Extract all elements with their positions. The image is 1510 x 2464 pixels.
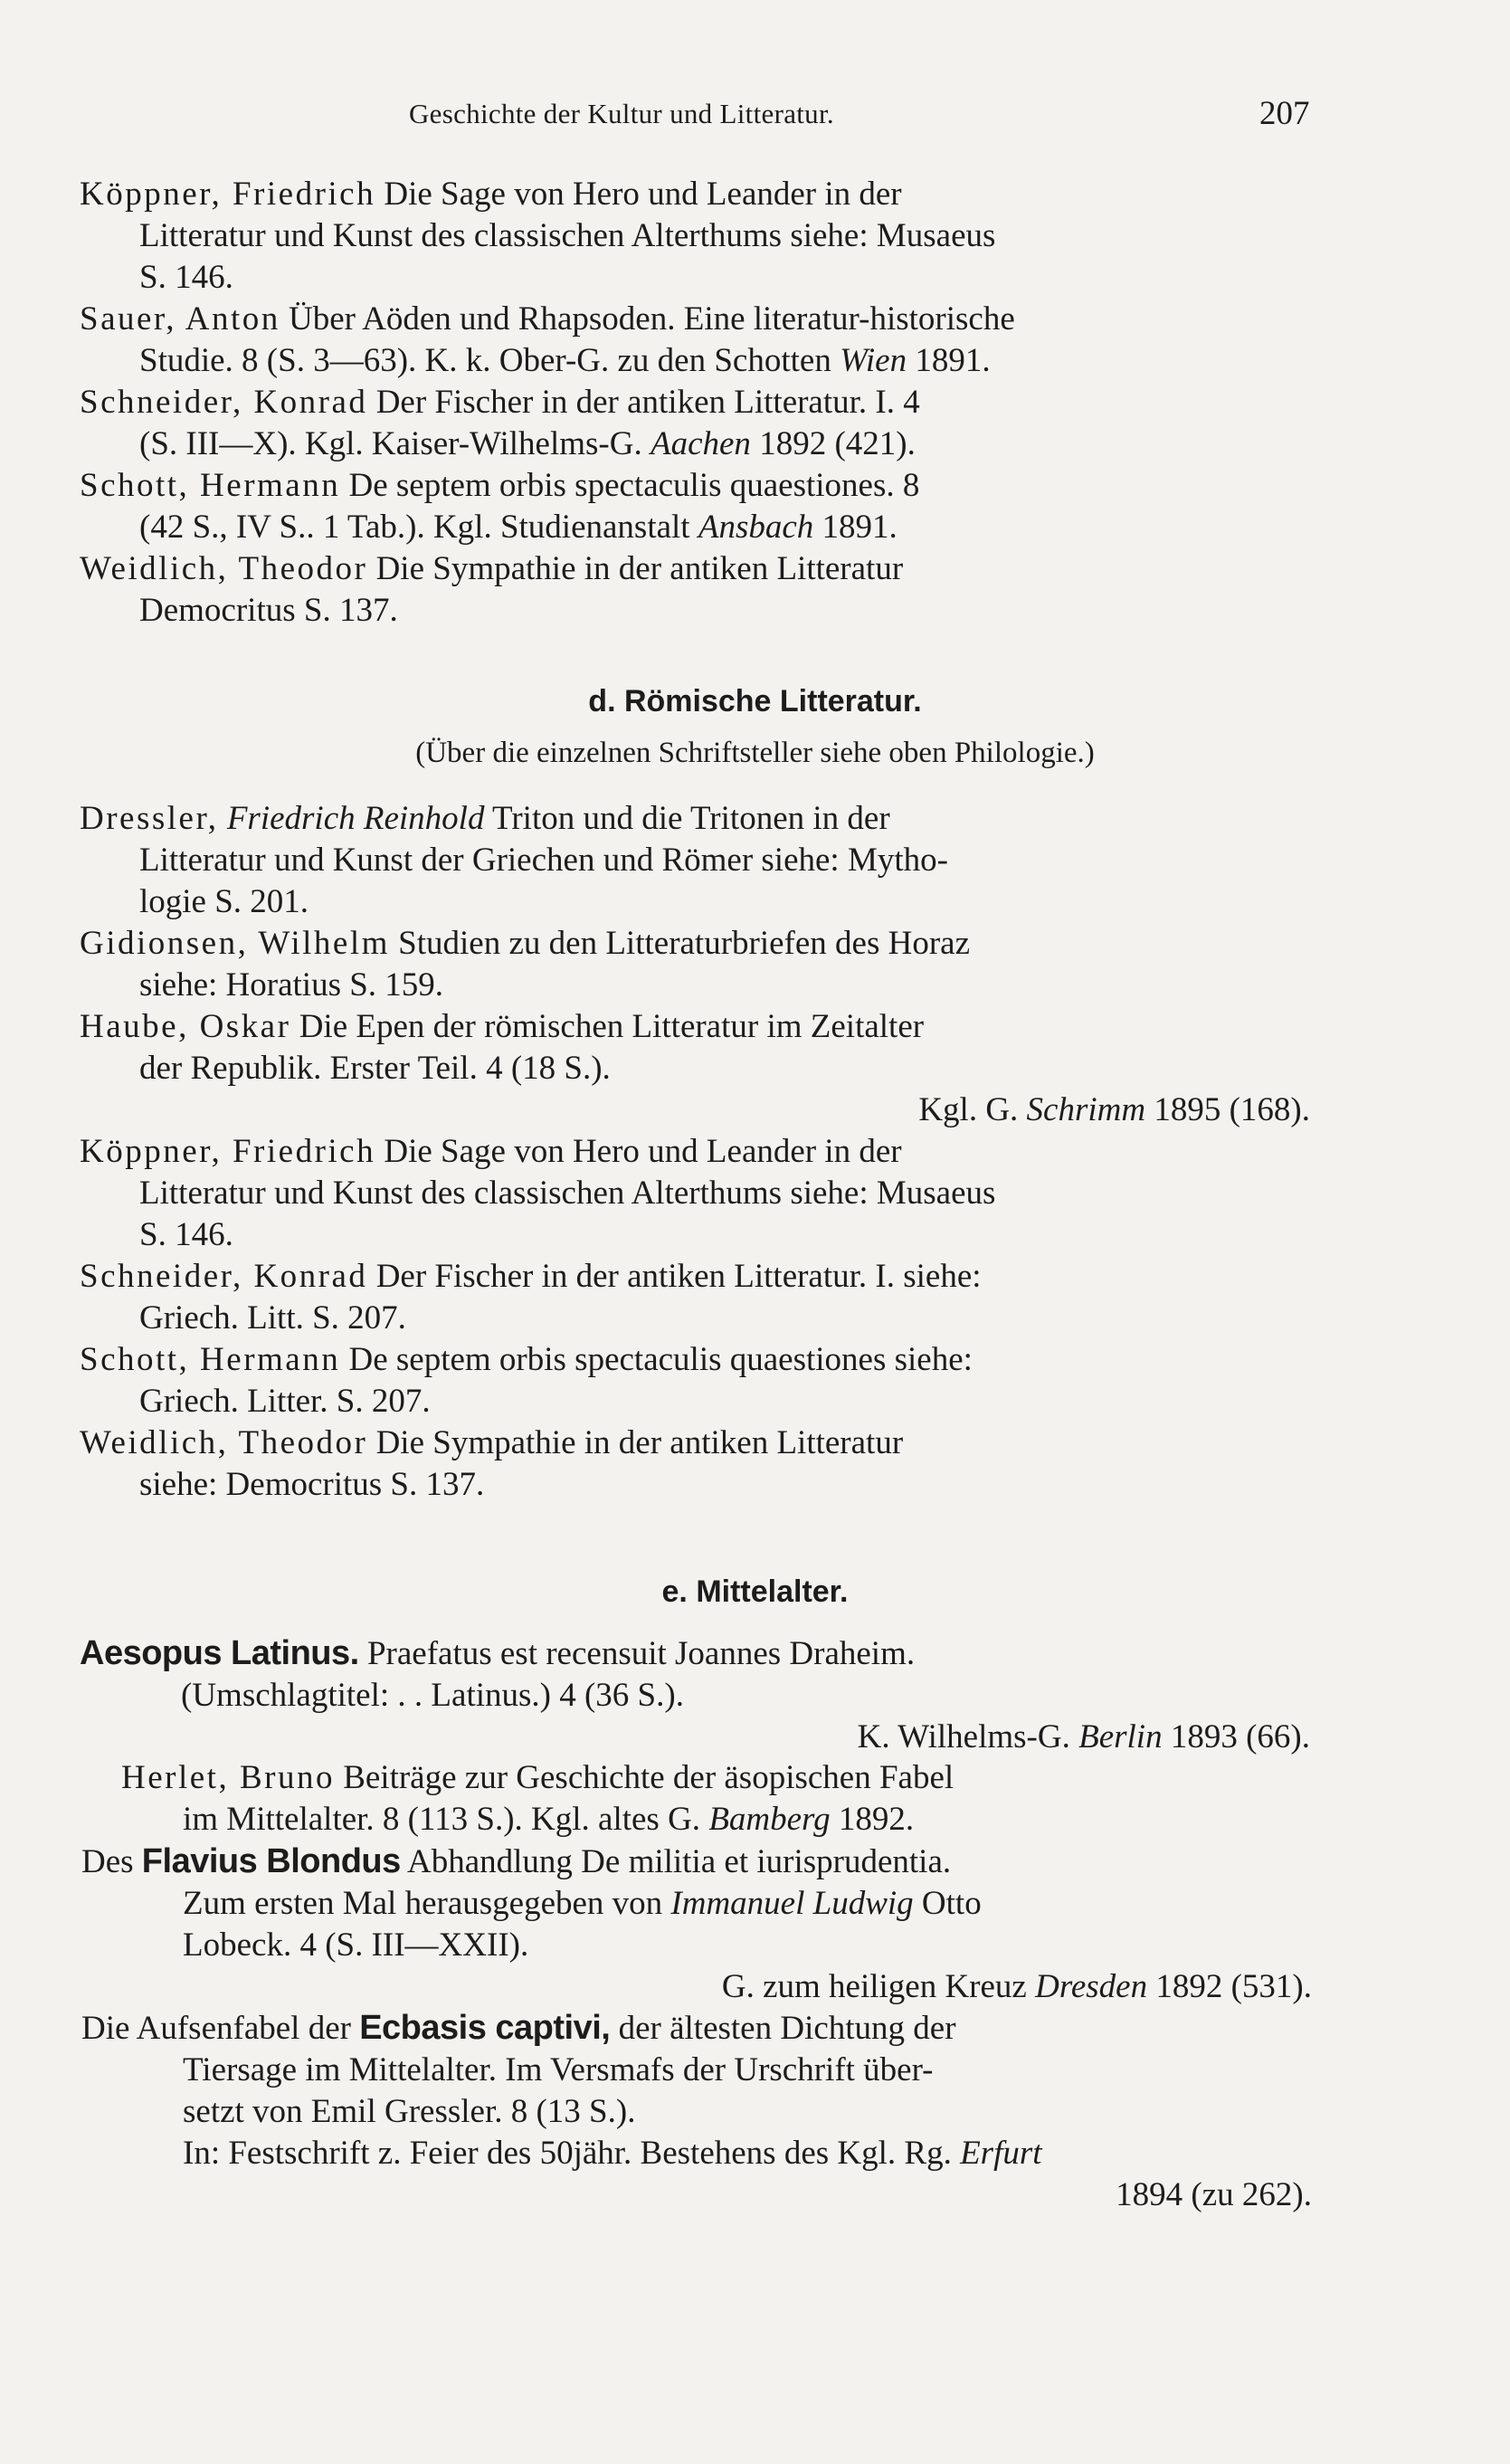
entry-text: siehe: Democritus S. 137. — [139, 1466, 485, 1503]
entry-koeppner-d — [80, 1131, 1310, 1256]
entry-year: 1892 (421). — [759, 425, 916, 462]
entry-place: Erfurt — [960, 2135, 1042, 2172]
page-number: 207 — [1259, 95, 1310, 132]
entry-author: Haube, Oskar — [80, 1008, 291, 1045]
entry-text: Democritus S. 137. — [139, 592, 398, 629]
entry-text: (42 S., IV S.. 1 Tab.). Kgl. Studienanstalt — [139, 509, 690, 546]
entry-text: (Umschlagtitel: . . Latinus.) 4 (36 S.). — [181, 1677, 684, 1714]
entry-text: Triton und die Tritonen in der — [492, 800, 890, 837]
entry-text: Der Fischer in der antiken Litteratur. I. siehe: — [375, 1258, 982, 1295]
entry-text: Litteratur und Kunst des classischen Alterthums siehe: Musaeus — [139, 1175, 996, 1212]
entry-aesopus — [80, 1632, 1310, 1758]
section-heading-d: d. Römische Litteratur. — [588, 684, 922, 718]
entry-author: Sauer, Anton — [80, 300, 280, 338]
entry-ecbasis — [81, 2007, 1312, 2216]
entry-place: Berlin — [1078, 1718, 1163, 1755]
entry-title: Flavius Blondus — [141, 1842, 401, 1880]
entry-place: Dresden — [1035, 1968, 1148, 2005]
entry-year: 1892 (531). — [1155, 1968, 1312, 2005]
entry-schott-d — [80, 1339, 1310, 1422]
entry-year: 1891. — [821, 509, 897, 546]
entry-text: Griech. Litter. S. 207. — [139, 1383, 431, 1420]
section-heading-e: e. Mittelalter. — [661, 1574, 849, 1609]
entry-text: Die Sympathie in der antiken Litteratur — [375, 550, 904, 587]
entry-sauer — [80, 299, 1310, 382]
entry-title: Aesopus Latinus. — [80, 1634, 359, 1672]
entry-dressler — [80, 798, 1310, 923]
entry-text: Otto — [921, 1885, 982, 1922]
entry-prefix: Die Aufsenfabel der — [81, 2010, 351, 2047]
entry-text: In: Festschrift z. Feier des 50jähr. Bestehens des Kgl. Rg. — [183, 2135, 952, 2172]
running-title: Geschichte der Kultur und Litteratur. — [409, 98, 834, 129]
entry-text: Studie. 8 (S. 3—63). K. k. Ober-G. zu den Schotten — [139, 342, 831, 379]
entry-gidionsen — [80, 923, 1310, 1006]
entry-place: Aachen — [650, 425, 751, 462]
entry-text: siehe: Horatius S. 159. — [139, 966, 444, 1004]
entry-text: der Republik. Erster Teil. 4 (18 S.). — [139, 1050, 611, 1087]
entry-year: 1891. — [915, 342, 991, 379]
entry-text: De septem orbis spectaculis quaestiones. 8 — [348, 467, 920, 504]
entry-given-names: Friedrich Reinhold — [226, 800, 485, 837]
entry-author: Schneider, Konrad — [80, 384, 368, 421]
entry-place: Wien — [840, 342, 907, 379]
entry-text: Lobeck. 4 (S. III—XXII). — [183, 1926, 529, 1964]
entry-text: Die Sage von Hero und Leander in der — [384, 1133, 902, 1170]
entry-author: Gidionsen, Wilhelm — [80, 925, 390, 962]
entry-text: Litteratur und Kunst der Griechen und Römer siehe: Mytho- — [139, 842, 948, 879]
entry-text: Praefatus est recensuit Joannes Draheim. — [366, 1635, 916, 1672]
entry-text: De septem orbis spectaculis quaestiones siehe: — [348, 1341, 973, 1378]
entry-text: Die Sympathie in der antiken Litteratur — [375, 1424, 904, 1461]
entry-place: Schrimm — [1026, 1091, 1146, 1128]
entry-text: (S. III—X). Kgl. Kaiser-Wilhelms-G. — [139, 425, 642, 462]
entry-text: Über Aöden und Rhapsoden. Eine literatur-historische — [288, 300, 1015, 338]
entry-author: Herlet, Bruno — [121, 1759, 335, 1796]
entry-text: Zum ersten Mal herausgegeben von — [183, 1885, 663, 1922]
entry-author: Schott, Hermann — [80, 467, 341, 504]
entry-text: Studien zu den Litteraturbriefen des Horaz — [398, 925, 971, 962]
entry-weidlich-c — [80, 548, 1310, 632]
entry-institution: G. zum heiligen Kreuz — [721, 1968, 1027, 2005]
entry-text: setzt von Emil Gressler. 8 (13 S.). — [183, 2093, 636, 2130]
entry-author: Dressler, — [80, 800, 219, 837]
section-note-d: (Über die einzelnen Schriftsteller siehe oben Philologie.) — [415, 737, 1095, 769]
entry-author: Köppner, Friedrich — [80, 1133, 376, 1170]
entry-author: Köppner, Friedrich — [80, 176, 376, 213]
entry-text: Litteratur und Kunst des classischen Alterthums siehe: Musaeus — [139, 217, 996, 254]
entry-text: Tiersage im Mittelalter. Im Versmafs der Urschrift über- — [183, 2051, 934, 2088]
entry-text: im Mittelalter. 8 (113 S.). Kgl. altes G. — [183, 1801, 701, 1838]
entry-institution: K. Wilhelms-G. — [857, 1718, 1070, 1755]
entry-text: der ältesten Dichtung der — [618, 2010, 956, 2047]
entry-title: Ecbasis captivi, — [359, 2009, 611, 2047]
entry-flavius-blondus — [81, 1841, 1312, 2008]
entry-author: Weidlich, Theodor — [80, 1424, 368, 1461]
entry-text: Der Fischer in der antiken Litteratur. I. 4 — [375, 384, 920, 421]
entry-author: Schneider, Konrad — [80, 1258, 368, 1295]
entry-koeppner-c — [80, 174, 1310, 299]
entry-prefix: Des — [81, 1843, 134, 1880]
entry-year: 1894 (zu 262). — [1116, 2176, 1312, 2213]
entry-text: S. 146. — [139, 1216, 233, 1253]
entry-schneider-c — [80, 382, 1310, 465]
entry-year: 1892. — [838, 1801, 915, 1838]
entry-text: S. 146. — [139, 259, 233, 296]
entry-schott-c — [80, 465, 1310, 548]
entry-text: logie S. 201. — [139, 883, 309, 920]
entry-haube — [80, 1006, 1310, 1131]
entry-place: Bamberg — [708, 1801, 831, 1838]
entry-text: Die Epen der römischen Litteratur im Zeitalter — [299, 1008, 925, 1045]
entry-text: Die Sage von Hero und Leander in der — [384, 176, 902, 213]
entry-author: Schott, Hermann — [80, 1341, 341, 1378]
entry-year: 1895 (168). — [1154, 1091, 1310, 1128]
entry-year: 1893 (66). — [1170, 1718, 1310, 1755]
entry-schneider-d — [80, 1256, 1310, 1339]
entry-text: Abhandlung De militia et iurisprudentia. — [407, 1843, 952, 1880]
entry-editor: Immanuel Ludwig — [670, 1885, 914, 1922]
entry-place: Ansbach — [698, 509, 814, 546]
entry-herlet — [81, 1757, 1312, 1841]
entry-author: Weidlich, Theodor — [80, 550, 368, 587]
entry-text: Griech. Litt. S. 207. — [139, 1299, 406, 1337]
entry-text: Beiträge zur Geschichte der äsopischen Fabel — [343, 1759, 954, 1796]
entry-institution: Kgl. G. — [918, 1091, 1019, 1128]
entry-weidlich-d — [80, 1422, 1310, 1506]
